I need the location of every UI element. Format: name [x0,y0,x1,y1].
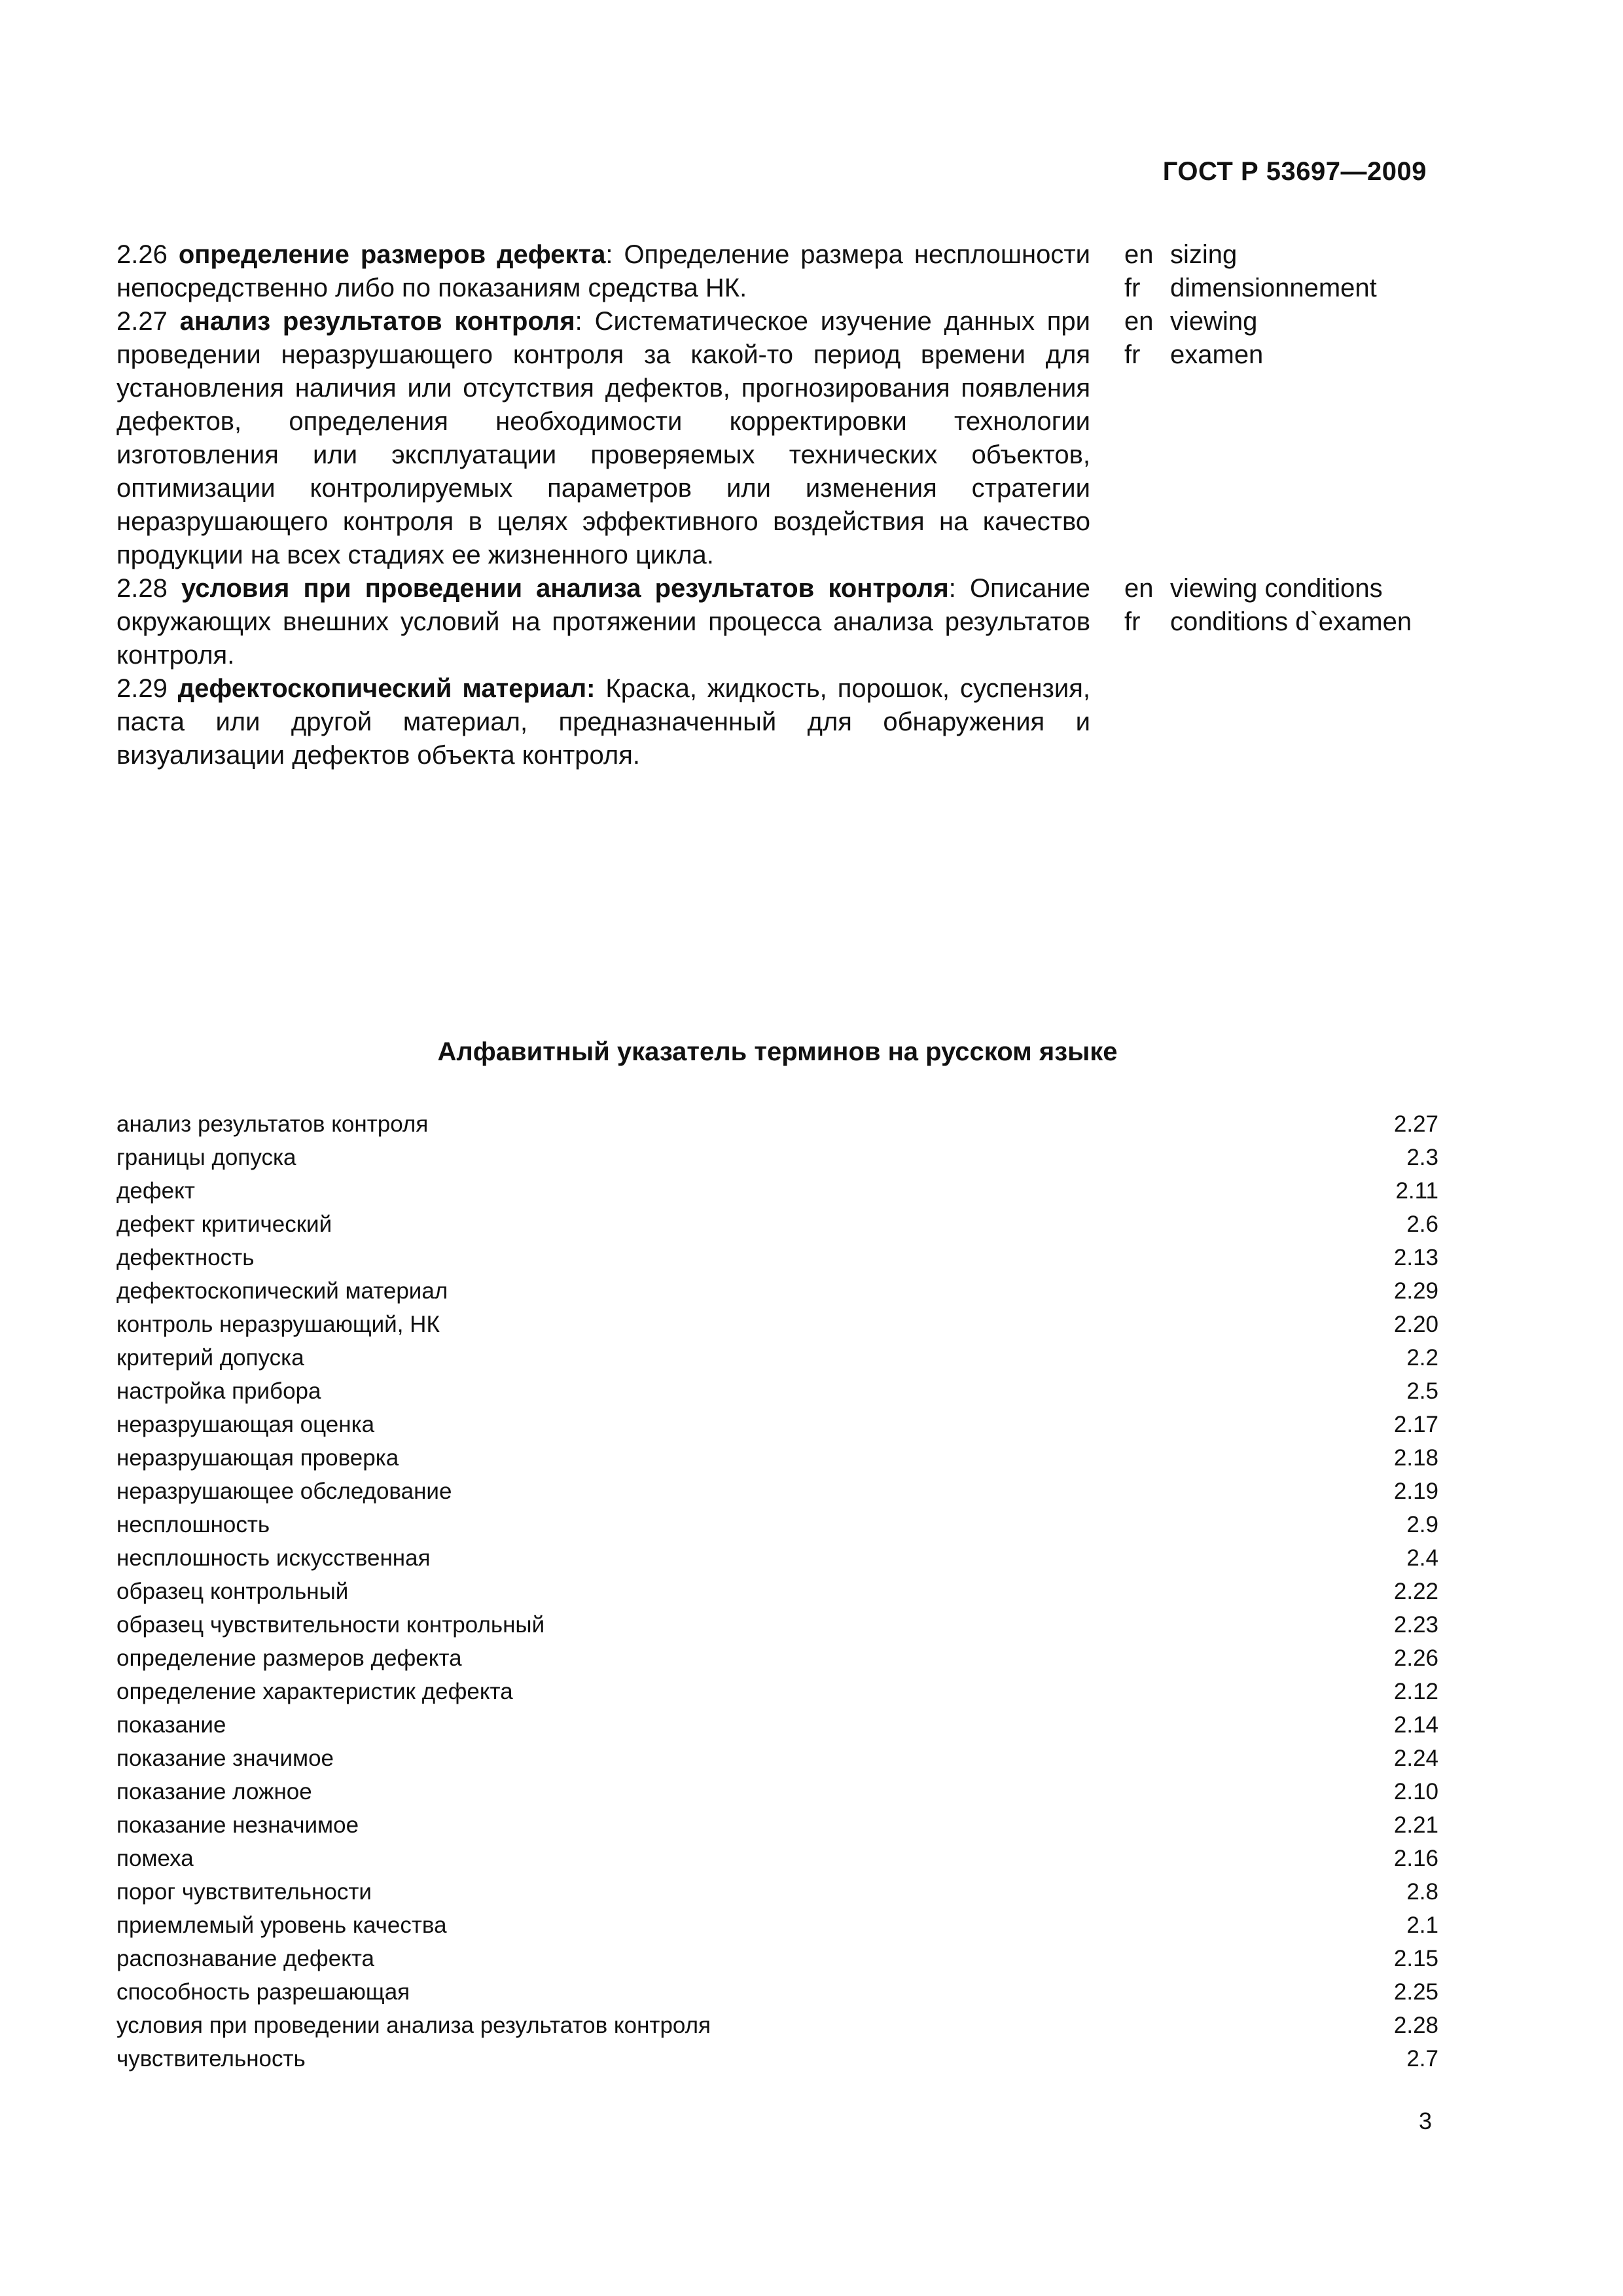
equivalent-line [1124,272,1377,305]
index-ref: 2.13 [1393,1245,1438,1270]
index-entry [116,1541,1438,1575]
index-ref: 2.6 [1406,1211,1438,1237]
index-entry [116,1107,1438,1141]
document-header: ГОСТ Р 53697—2009 [1162,157,1427,186]
index-term: дефектность [116,1245,255,1270]
index-entry [116,1575,1438,1608]
index-term: способность разрешающая [116,1979,410,2005]
term-text [116,672,1090,772]
term-name: условия при проведении анализа результатов контроля [181,574,949,603]
index-entry [116,2042,1438,2075]
term-text [116,305,1090,572]
index-entry [116,1475,1438,1508]
index-entry [116,1208,1438,1241]
term-separator: : [575,307,582,336]
index-entry [116,1641,1438,1675]
index-entry [116,1374,1438,1408]
term-entry [116,305,1471,572]
index-entry [116,2009,1438,2042]
index-term: критерий допуска [116,1345,304,1371]
index-term: определение размеров дефекта [116,1645,462,1671]
term-definition: Систематическое изучение данных при проведении неразрушающего контроля за какой-то период времени для установления наличия или отсутствия дефектов, прогнозирования появления дефектов, определения необходимости корректировки технологии изготовления или эксплуатации проверяемых технических объектов, оптимизации контролируемых параметров или изменения стратегии неразрушающего контроля в целях эффективного воздействия на качество продукции на всех стадиях ее жизненного цикла. [116,307,1091,569]
index-ref: 2.10 [1393,1779,1438,1804]
equivalent-lang: en [1124,240,1154,269]
index-ref: 2.25 [1393,1979,1438,2005]
term-name: определение размеров дефекта [178,240,606,269]
index-entry [116,1942,1438,1975]
term-equivalents [1124,238,1377,305]
index-term: показание незначимое [116,1812,359,1838]
index-entry [116,1508,1438,1541]
index-ref: 2.17 [1393,1412,1438,1437]
index-ref: 2.16 [1393,1846,1438,1871]
equivalent-term: dimensionnement [1170,274,1377,302]
index-ref: 2.28 [1393,2013,1438,2038]
index-entry [116,1274,1438,1308]
equivalent-term: viewing conditions [1170,574,1383,603]
index-ref: 2.9 [1406,1512,1438,1537]
index-term: границы допуска [116,1145,296,1170]
index-term: неразрушающая оценка [116,1412,375,1437]
index-ref: 2.8 [1406,1879,1438,1905]
page-number: 3 [1418,2108,1432,2134]
index-term: образец контрольный [116,1579,349,1604]
index-ref: 2.20 [1393,1312,1438,1337]
index-title: Алфавитный указатель терминов на русском языке [437,1037,1118,1066]
index-ref: 2.24 [1393,1746,1438,1771]
index-entry [116,1341,1438,1374]
index-ref: 2.3 [1406,1145,1438,1170]
index-term: контроль неразрушающий, НК [116,1312,440,1337]
term-definition: Краска, жидкость, порошок, суспензия, паста или другой материал, предназначенный для обнаружения и визуализации дефектов объекта контроля. [116,674,1090,770]
index-term: помеха [116,1846,194,1871]
index-term: определение характеристик дефекта [116,1679,513,1704]
index-ref: 2.21 [1393,1812,1438,1838]
index-term: неразрушающее обследование [116,1479,452,1504]
index-ref: 2.15 [1393,1946,1438,1971]
index-entry [116,1174,1438,1208]
index-ref: 2.14 [1393,1712,1438,1738]
equivalent-line [1124,605,1412,639]
term-definition: Определение размера несплошности непосредственно либо по показаниям средства НК. [116,240,1090,302]
equivalent-lang: fr [1124,340,1141,369]
index-term: образец чувствительности контрольный [116,1612,545,1638]
term-separator: : [948,574,956,603]
equivalent-line [1124,338,1263,372]
index-term: порог чувствительности [116,1879,372,1905]
index-term: дефектоскопический материал [116,1278,448,1304]
index-ref: 2.11 [1395,1178,1438,1204]
index-term: показание значимое [116,1746,334,1771]
equivalent-lang: fr [1124,607,1141,636]
index-term: чувствительность [116,2046,306,2072]
index-entry [116,1842,1438,1875]
index-entry [116,1909,1438,1942]
equivalent-lang: en [1124,307,1154,336]
index-term: неразрушающая проверка [116,1445,399,1471]
index-ref: 2.1 [1406,1912,1438,1938]
index-term: несплошность [116,1512,270,1537]
index-term: дефект [116,1178,195,1204]
term-number: 2.29 [116,674,168,703]
index-entry [116,1675,1438,1708]
index-ref: 2.18 [1393,1445,1438,1471]
index-ref: 2.27 [1393,1111,1438,1137]
index-entry [116,1875,1438,1909]
index-ref: 2.7 [1406,2046,1438,2072]
term-equivalents [1124,572,1412,639]
index-entry [116,1708,1438,1742]
index-entry [116,1308,1438,1341]
terms-section [116,238,1471,772]
term-entry [116,672,1471,772]
index-term: дефект критический [116,1211,332,1237]
equivalent-line [1124,238,1377,272]
index-ref: 2.4 [1406,1545,1438,1571]
index-entry [116,1742,1438,1775]
term-entry [116,572,1471,672]
index-ref: 2.2 [1406,1345,1438,1371]
index-ref: 2.5 [1406,1378,1438,1404]
index-entry [116,1141,1438,1174]
index-entry [116,1808,1438,1842]
index-term: приемлемый уровень качества [116,1912,447,1938]
equivalent-line [1124,572,1412,605]
term-number: 2.28 [116,574,168,603]
index-term: показание [116,1712,226,1738]
equivalent-lang: fr [1124,274,1141,302]
index-term: распознавание дефекта [116,1946,374,1971]
term-separator: : [605,240,613,269]
term-text [116,238,1090,305]
index-term: настройка прибора [116,1378,321,1404]
index-entry [116,1441,1438,1475]
equivalent-term: viewing [1170,307,1258,336]
index-term: показание ложное [116,1779,312,1804]
index-term: условия при проведении анализа результатов контроля [116,2013,711,2038]
index-ref: 2.22 [1393,1579,1438,1604]
index-entry [116,1241,1438,1274]
index-entry [116,1975,1438,2009]
term-number: 2.26 [116,240,168,269]
index-term: анализ результатов контроля [116,1111,429,1137]
term-name: анализ результатов контроля [179,307,575,336]
term-index-list [116,1107,1438,2075]
index-ref: 2.19 [1393,1479,1438,1504]
term-definition: Описание окружающих внешних условий на протяжении процесса анализа результатов контроля. [116,574,1090,670]
equivalent-term: sizing [1170,240,1238,269]
index-ref: 2.12 [1393,1679,1438,1704]
index-ref: 2.23 [1393,1612,1438,1638]
term-text [116,572,1090,672]
equivalent-lang: en [1124,574,1154,603]
term-entry [116,238,1471,305]
equivalent-term: examen [1170,340,1264,369]
index-entry [116,1775,1438,1808]
term-name: дефектоскопический материал: [177,674,596,703]
index-entry [116,1608,1438,1641]
equivalent-line [1124,305,1263,338]
term-number: 2.27 [116,307,168,336]
index-ref: 2.26 [1393,1645,1438,1671]
index-term: несплошность искусственная [116,1545,431,1571]
equivalent-term: conditions d`examen [1170,607,1412,636]
term-equivalents [1124,305,1263,372]
index-entry [116,1408,1438,1441]
index-ref: 2.29 [1393,1278,1438,1304]
